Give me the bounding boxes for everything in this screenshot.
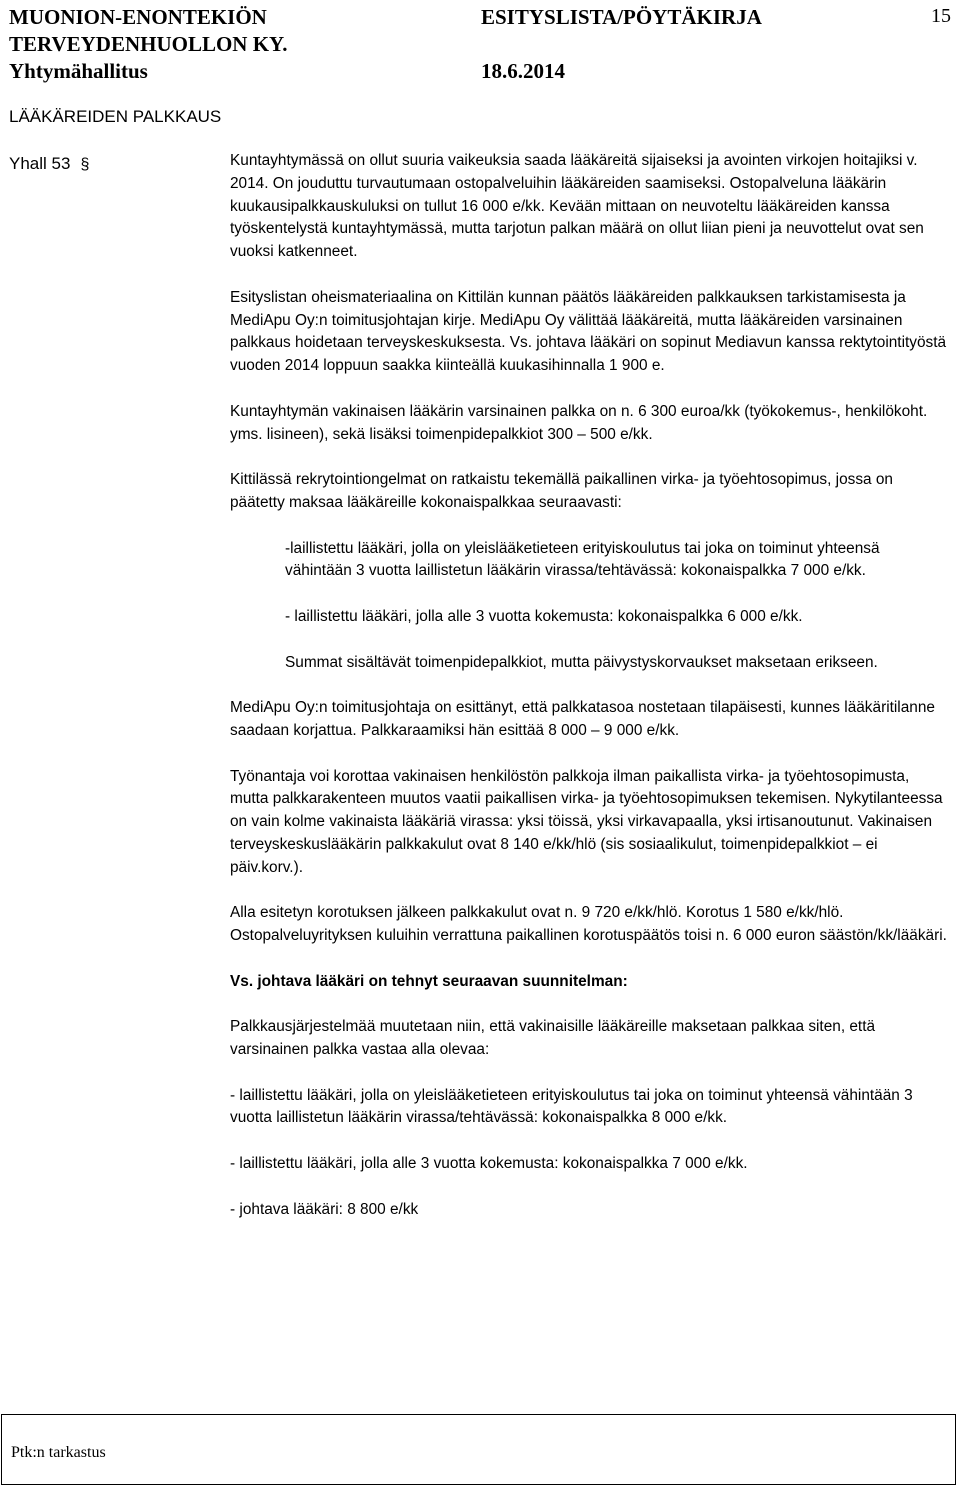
salary-item-experienced: -laillistettu lääkäri, jolla on yleislääketieteen erityiskoulutus tai joka on toiminut yhteensä vähintään 3 vuotta laillistetun lääkärin virassa/tehtävässä: kokonaispalkka 7 000 e/kk. [285,539,880,580]
document-body [230,150,948,1244]
plan-heading: Vs. johtava lääkäri on tehnyt seuraavan suunnitelman: [230,972,628,990]
paragraph-symbol: § [80,156,90,173]
document-type: ESITYSLISTA/PÖYTÄKIRJA [481,5,762,29]
paragraph-9: Työnantaja voi korottaa vakinaisen henkilöstön palkkoja ilman paikallista virka- ja työehtosopimusta, mutta palkkarakenteen muutos vaatii paikallisen virka- ja työehtosopimuksen tekemisen. Nykytilanteessa on vain kolme vakinaista lääkäriä virassa: yksi töissä, yksi virkavapaalla, yksi irtisanoutunut. Vakinaisen terveyskeskuslääkärin palkkakulut ovat 8 140 e/kk/hlö (sis sosiaalikulut, toimenpidepalkkiot – ei päiv.korv.). [230,767,943,876]
committee-name: Yhtymähallitus [9,59,148,83]
salary-item-junior: - laillistettu lääkäri, jolla alle 3 vuotta kokemusta: kokonaispalkka 6 000 e/kk. [285,607,803,625]
plan-item-chief: - johtava lääkäri: 8 800 e/kk [230,1200,419,1218]
review-label: Ptk:n tarkastus [11,1444,106,1461]
section-title: LÄÄKÄREIDEN PALKKAUS [9,107,222,126]
paragraph-10: Alla esitetyn korotuksen jälkeen palkkakulut ovat n. 9 720 e/kk/hlö. Korotus 1 580 e/kk/hlö. Ostopalveluyrityksen kuluihin verrattuna paikallinen korotuspäätös toisi n. 6 000 euron säästön/kk/lääkäri. [230,904,947,945]
plan-item-junior: - laillistettu lääkäri, jolla alle 3 vuotta kokemusta: kokonaispalkka 7 000 e/kk. [230,1155,748,1173]
paragraph-8: MediApu Oy:n toimitusjohtaja on esittänyt, että palkkatasoa nostetaan tilapäisesti, kunnes lääkäritilanne saadaan korjattua. Palkkaraamiksi hän esittää 8 000 – 9 000 e/kk. [230,699,935,739]
page-number: 15 [931,5,951,27]
paragraph-2: Esityslistan oheismateriaalina on Kittilän kunnan päätös lääkäreiden palkkauksen tarkistamisesta ja MediApu Oy:n toimitusjohtajan kirje. MediApu Oy välittää lääkäreitä, mutta lääkäreiden varsinainen palkkaus hoidetaan terveyskeskuksesta. Vs. johtava lääkäri on sopinut Mediavun kanssa rektytointityöstä vuoden 2014 loppuun saakka kiinteällä kuukasihinnalla 1 900 e. [230,288,947,375]
review-box [1,1414,956,1485]
section-label [9,153,89,175]
meeting-date: 18.6.2014 [481,59,565,83]
org-name-line1: MUONION-ENONTEKIÖN [9,5,267,29]
paragraph-3: Kuntayhtymän vakinaisen lääkärin varsinainen palkka on n. 6 300 euroa/kk (työkokemus-, henkilökoht. yms. lisineen), sekä lisäksi toimenpidepalkkiot 300 – 500 e/kk. [230,402,928,443]
paragraph-11: Palkkausjärjestelmää muutetaan niin, että vakinaisille lääkäreille maksetaan palkkaa siten, että varsinainen palkka vastaa alla olevaa: [230,1018,876,1059]
salary-note: Summat sisältävät toimenpidepalkkiot, mutta päivystyskorvaukset maksetaan erikseen. [285,653,878,671]
section-number: Yhall 53 [9,154,71,173]
plan-item-experienced: - laillistettu lääkäri, jolla on yleislääketieteen erityiskoulutus tai joka on toiminut yhteensä vähintään 3 vuotta laillistetun lääkärin virassa/tehtävässä: kokonaispalkka 8 000 e/kk. [230,1086,913,1127]
org-name-line2: TERVEYDENHUOLLON KY. [9,32,288,56]
paragraph-1: Kuntayhtymässä on ollut suuria vaikeuksia saada lääkäreitä sijaiseksi ja avointen virkojen hoitajiksi v. 2014. On jouduttu turvautumaan ostopalveluihin lääkäreiden saamiseksi. Ostopalveluna lääkärin kuukausipalkkauskuluksi on tullut 16 000 e/kk. Kevään mittaan on neuvoteltu lääkäreiden kanssa työskentelystä kuntayhtymässä, mutta tarjotun palkan määrä on ollut liian pieni ja neuvottelut ovat sen vuoksi katkenneet. [230,152,924,261]
paragraph-4: Kittilässä rekrytointiongelmat on ratkaistu tekemällä paikallinen virka- ja työehtosopimus, jossa on päätetty maksaa lääkäreille kokonaispalkkaa seuraavasti: [230,471,893,511]
